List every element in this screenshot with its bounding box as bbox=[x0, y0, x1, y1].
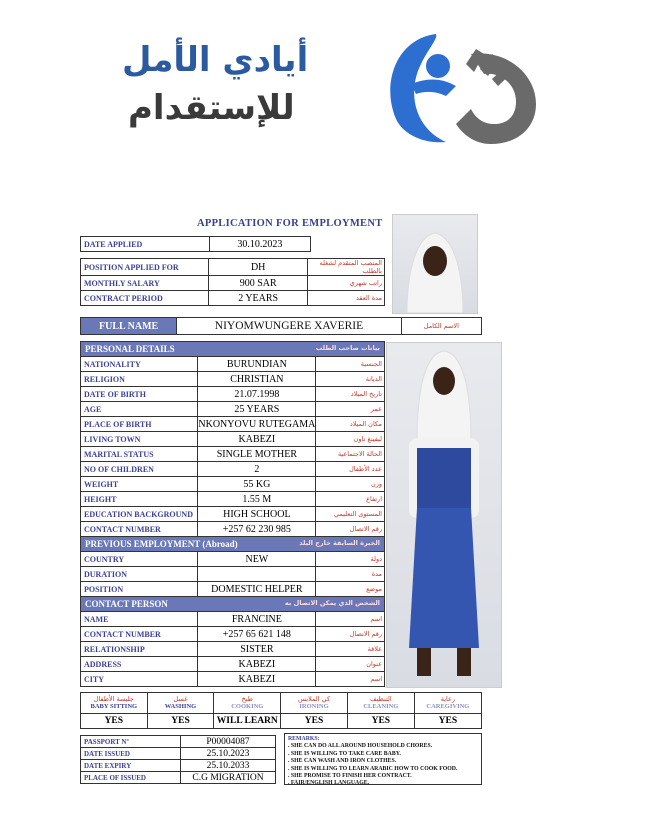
row-label-ar: رقم الاتصال bbox=[316, 522, 385, 537]
table-row bbox=[81, 387, 385, 402]
personal-heading-en: PERSONAL DETAILS bbox=[85, 344, 175, 354]
salary-value: 900 SAR bbox=[209, 276, 308, 291]
skill-header bbox=[81, 693, 148, 714]
row-value: 2 bbox=[198, 462, 316, 477]
row-value: SINGLE MOTHER bbox=[198, 447, 316, 462]
row-label-ar: موضع bbox=[316, 582, 385, 597]
details-table bbox=[80, 341, 385, 687]
row-label: NO OF CHILDREN bbox=[81, 462, 198, 477]
skill-ar: طبخ bbox=[241, 695, 253, 703]
contact-person-heading bbox=[81, 597, 385, 612]
row-label: PLACE OF BIRTH bbox=[81, 417, 198, 432]
row-label: NATIONALITY bbox=[81, 357, 198, 372]
skill-en: IRONING bbox=[299, 703, 329, 710]
row-label-ar: الديانة bbox=[316, 372, 385, 387]
table-row bbox=[81, 462, 385, 477]
skill-value: YES bbox=[147, 714, 214, 729]
row-label: ADDRESS bbox=[81, 657, 198, 672]
row-value: FRANCINE bbox=[198, 612, 316, 627]
row-value: +257 62 230 985 bbox=[198, 522, 316, 537]
table-row bbox=[81, 402, 385, 417]
row-value: NEW bbox=[198, 552, 316, 567]
table-row bbox=[81, 492, 385, 507]
table-row bbox=[81, 612, 385, 627]
row-value: KABEZI bbox=[198, 672, 316, 687]
full-body-figure-icon bbox=[387, 343, 501, 687]
row-label: NAME bbox=[81, 612, 198, 627]
remarks-box bbox=[284, 733, 482, 785]
remark-line: . SHE CAN WASH AND IRON CLOTHES. bbox=[288, 758, 397, 765]
skill-ar: غسل bbox=[173, 695, 188, 703]
row-label: AGE bbox=[81, 402, 198, 417]
row-label-ar: الحالة الاجتماعية bbox=[316, 447, 385, 462]
skill-header bbox=[281, 693, 348, 714]
logo-emblem-icon bbox=[376, 24, 546, 149]
skill-header bbox=[347, 693, 414, 714]
skill-value: YES bbox=[347, 714, 414, 729]
row-value: 55 KG bbox=[198, 477, 316, 492]
table-row bbox=[81, 522, 385, 537]
skill-ar: التنظيف bbox=[369, 695, 392, 703]
row-label-ar: عدد الأطفال bbox=[316, 462, 385, 477]
table-row bbox=[81, 642, 385, 657]
table-row bbox=[81, 567, 385, 582]
passport-value: 25.10.2023 bbox=[181, 748, 276, 760]
table-row bbox=[81, 237, 386, 252]
position-label: POSITION APPLIED FOR bbox=[81, 259, 209, 276]
contract-ar: مدة العقد bbox=[308, 291, 385, 306]
passport-value: 25.10.2033 bbox=[181, 760, 276, 772]
row-value: 21.07.1998 bbox=[198, 387, 316, 402]
row-label-ar: رقم الاتصال bbox=[316, 627, 385, 642]
remarks-heading: REMARKS: bbox=[288, 736, 320, 742]
row-value: DOMESTIC HELPER bbox=[198, 582, 316, 597]
row-value bbox=[198, 567, 316, 582]
skill-header bbox=[147, 693, 214, 714]
passport-label: PLACE OF ISSUED bbox=[81, 772, 181, 784]
skills-header-row bbox=[81, 693, 482, 714]
skill-en: CLEANING bbox=[363, 703, 399, 710]
passport-label: PASSPORT Nº bbox=[81, 736, 181, 748]
row-label-ar: مدة bbox=[316, 567, 385, 582]
table-row bbox=[81, 627, 385, 642]
personal-details-heading bbox=[81, 342, 385, 357]
full-name-value: NIYOMWUNGERE XAVERIE bbox=[177, 318, 401, 335]
table-row bbox=[81, 657, 385, 672]
table-row bbox=[81, 372, 385, 387]
row-value: KABEZI bbox=[198, 432, 316, 447]
passport-rows bbox=[81, 736, 276, 784]
skill-value: WILL LEARN bbox=[214, 714, 281, 729]
skill-en: COOKING bbox=[231, 703, 264, 710]
row-label-ar: الجنسية bbox=[316, 357, 385, 372]
position-value: DH bbox=[209, 259, 308, 276]
row-label: RELIGION bbox=[81, 372, 198, 387]
portrait-figure-icon bbox=[393, 215, 477, 313]
skill-header bbox=[414, 693, 481, 714]
date-applied-label: DATE APPLIED bbox=[81, 237, 210, 252]
remark-line: . SHE IS WILLING TO LEARN ARABIC HOW TO COOK FOOD. bbox=[288, 765, 458, 772]
table-row bbox=[81, 760, 276, 772]
table-row bbox=[81, 772, 276, 784]
salary-label: MONTHLY SALARY bbox=[81, 276, 209, 291]
salary-ar: راتب شهري bbox=[308, 276, 385, 291]
row-value: NKONYOVU RUTEGAMA bbox=[198, 418, 316, 430]
row-label-ar: ارتفاع bbox=[316, 492, 385, 507]
contact-heading-en: CONTACT PERSON bbox=[85, 599, 168, 609]
row-label: POSITION bbox=[81, 582, 198, 597]
row-value: +257 65 621 148 bbox=[198, 627, 316, 642]
passport-value: P00004087 bbox=[181, 736, 276, 748]
header-table bbox=[80, 236, 385, 252]
row-label-ar: وزن bbox=[316, 477, 385, 492]
row-label-ar: دولة bbox=[316, 552, 385, 567]
table-row bbox=[81, 748, 276, 760]
row-value: BURUNDIAN bbox=[198, 357, 316, 372]
row-label-ar: مكان الميلاد bbox=[316, 417, 385, 432]
row-label: EDUCATION BACKGROUND bbox=[81, 507, 198, 522]
form-title: APPLICATION FOR EMPLOYMENT bbox=[197, 218, 383, 229]
full-name-label: FULL NAME bbox=[81, 318, 177, 335]
contract-label: CONTRACT PERIOD bbox=[81, 291, 209, 306]
position-table bbox=[80, 258, 385, 306]
skill-en: CAREGIVING bbox=[426, 703, 470, 710]
row-label: DATE OF BIRTH bbox=[81, 387, 198, 402]
contact-heading-ar: الشخص الذي يمكن الاتصال به bbox=[284, 599, 380, 607]
remark-line: . SHE IS WILLING TO TAKE CARE BABY. bbox=[288, 750, 401, 757]
row-label-ar: تاريخ الميلاد bbox=[316, 387, 385, 402]
skill-header bbox=[214, 693, 281, 714]
remark-line: . SHE PROMISE TO FINISH HER CONTRACT. bbox=[288, 773, 412, 780]
row-label-ar: اسم bbox=[316, 672, 385, 687]
row-label-ar: ليفينغ تاون bbox=[316, 432, 385, 447]
row-label: COUNTRY bbox=[81, 552, 198, 567]
skill-en: BABY SITTING bbox=[90, 703, 138, 710]
remark-line: . SHE CAN DO ALL AROUND HOUSEHOLD CHORES. bbox=[288, 743, 433, 750]
previous-heading-en: PREVIOUS EMPLOYMENT (Abroad) bbox=[85, 539, 238, 549]
skills-table bbox=[80, 692, 482, 729]
row-label: LIVING TOWN bbox=[81, 432, 198, 447]
row-label: CONTACT NUMBER bbox=[81, 627, 198, 642]
row-label-ar: اسم bbox=[316, 612, 385, 627]
logo-text-line1: أيادي الأمل bbox=[122, 40, 309, 80]
passport-label: DATE ISSUED bbox=[81, 748, 181, 760]
row-value: KABEZI bbox=[198, 657, 316, 672]
row-label-ar: علاقة bbox=[316, 642, 385, 657]
date-applied-value: 30.10.2023 bbox=[210, 237, 311, 252]
table-row bbox=[81, 259, 385, 276]
row-value: 1.55 M bbox=[198, 492, 316, 507]
row-label: CITY bbox=[81, 672, 198, 687]
table-row bbox=[81, 552, 385, 567]
row-value: HIGH SCHOOL bbox=[198, 507, 316, 522]
row-label: CONTACT NUMBER bbox=[81, 522, 198, 537]
skill-value: YES bbox=[281, 714, 348, 729]
passport-value: C.G MIGRATION bbox=[181, 772, 276, 784]
remark-line: . FAIR/ENGLISH LANGUAGE. bbox=[288, 780, 370, 787]
previous-employment-heading bbox=[81, 537, 385, 552]
row-label: HEIGHT bbox=[81, 492, 198, 507]
remarks-lines bbox=[288, 743, 478, 787]
table-row bbox=[81, 291, 385, 306]
applicant-portrait-photo bbox=[392, 214, 478, 314]
skill-value: YES bbox=[414, 714, 481, 729]
skill-ar: جليسة الأطفال bbox=[93, 695, 134, 703]
previous-heading-ar: الخبرة السابقة خارج البلد bbox=[299, 539, 380, 547]
row-value: 25 YEARS bbox=[198, 402, 316, 417]
table-row bbox=[81, 477, 385, 492]
row-label: WEIGHT bbox=[81, 477, 198, 492]
table-row bbox=[81, 357, 385, 372]
passport-table bbox=[80, 735, 276, 784]
table-row bbox=[81, 318, 482, 335]
table-row bbox=[81, 276, 385, 291]
full-name-table bbox=[80, 317, 482, 335]
applicant-full-body-photo bbox=[386, 342, 502, 688]
table-row bbox=[81, 736, 276, 748]
table-row bbox=[81, 672, 385, 687]
row-label-ar: عمر bbox=[316, 402, 385, 417]
table-row bbox=[81, 447, 385, 462]
skills-value-row bbox=[81, 714, 482, 729]
skill-en: WASHING bbox=[164, 703, 197, 710]
row-label-ar: المستوى التعليمي bbox=[316, 507, 385, 522]
row-value: SISTER bbox=[198, 642, 316, 657]
logo-text-line2: للإستقدام bbox=[128, 88, 295, 128]
previous-rows bbox=[81, 552, 385, 597]
personal-rows bbox=[81, 357, 385, 537]
position-ar: المنصب المتقدم لشغله بالطلب bbox=[308, 259, 385, 276]
contract-value: 2 YEARS bbox=[209, 291, 308, 306]
table-row bbox=[81, 582, 385, 597]
skill-ar: رعاية bbox=[440, 695, 456, 703]
row-label: DURATION bbox=[81, 567, 198, 582]
table-row bbox=[81, 417, 385, 432]
passport-label: DATE EXPIRY bbox=[81, 760, 181, 772]
table-row bbox=[81, 432, 385, 447]
row-label: MARITAL STATUS bbox=[81, 447, 198, 462]
contact-rows bbox=[81, 612, 385, 687]
row-label-ar: عنوان bbox=[316, 657, 385, 672]
row-label: RELATIONSHIP bbox=[81, 642, 198, 657]
row-value: CHRISTIAN bbox=[198, 372, 316, 387]
full-name-ar: الاسم الكامل bbox=[401, 318, 481, 335]
table-row bbox=[81, 507, 385, 522]
skill-ar: كي الملابس bbox=[297, 695, 331, 703]
skill-value: YES bbox=[81, 714, 148, 729]
personal-heading-ar: بيانات صاحب الطلب bbox=[315, 344, 380, 352]
